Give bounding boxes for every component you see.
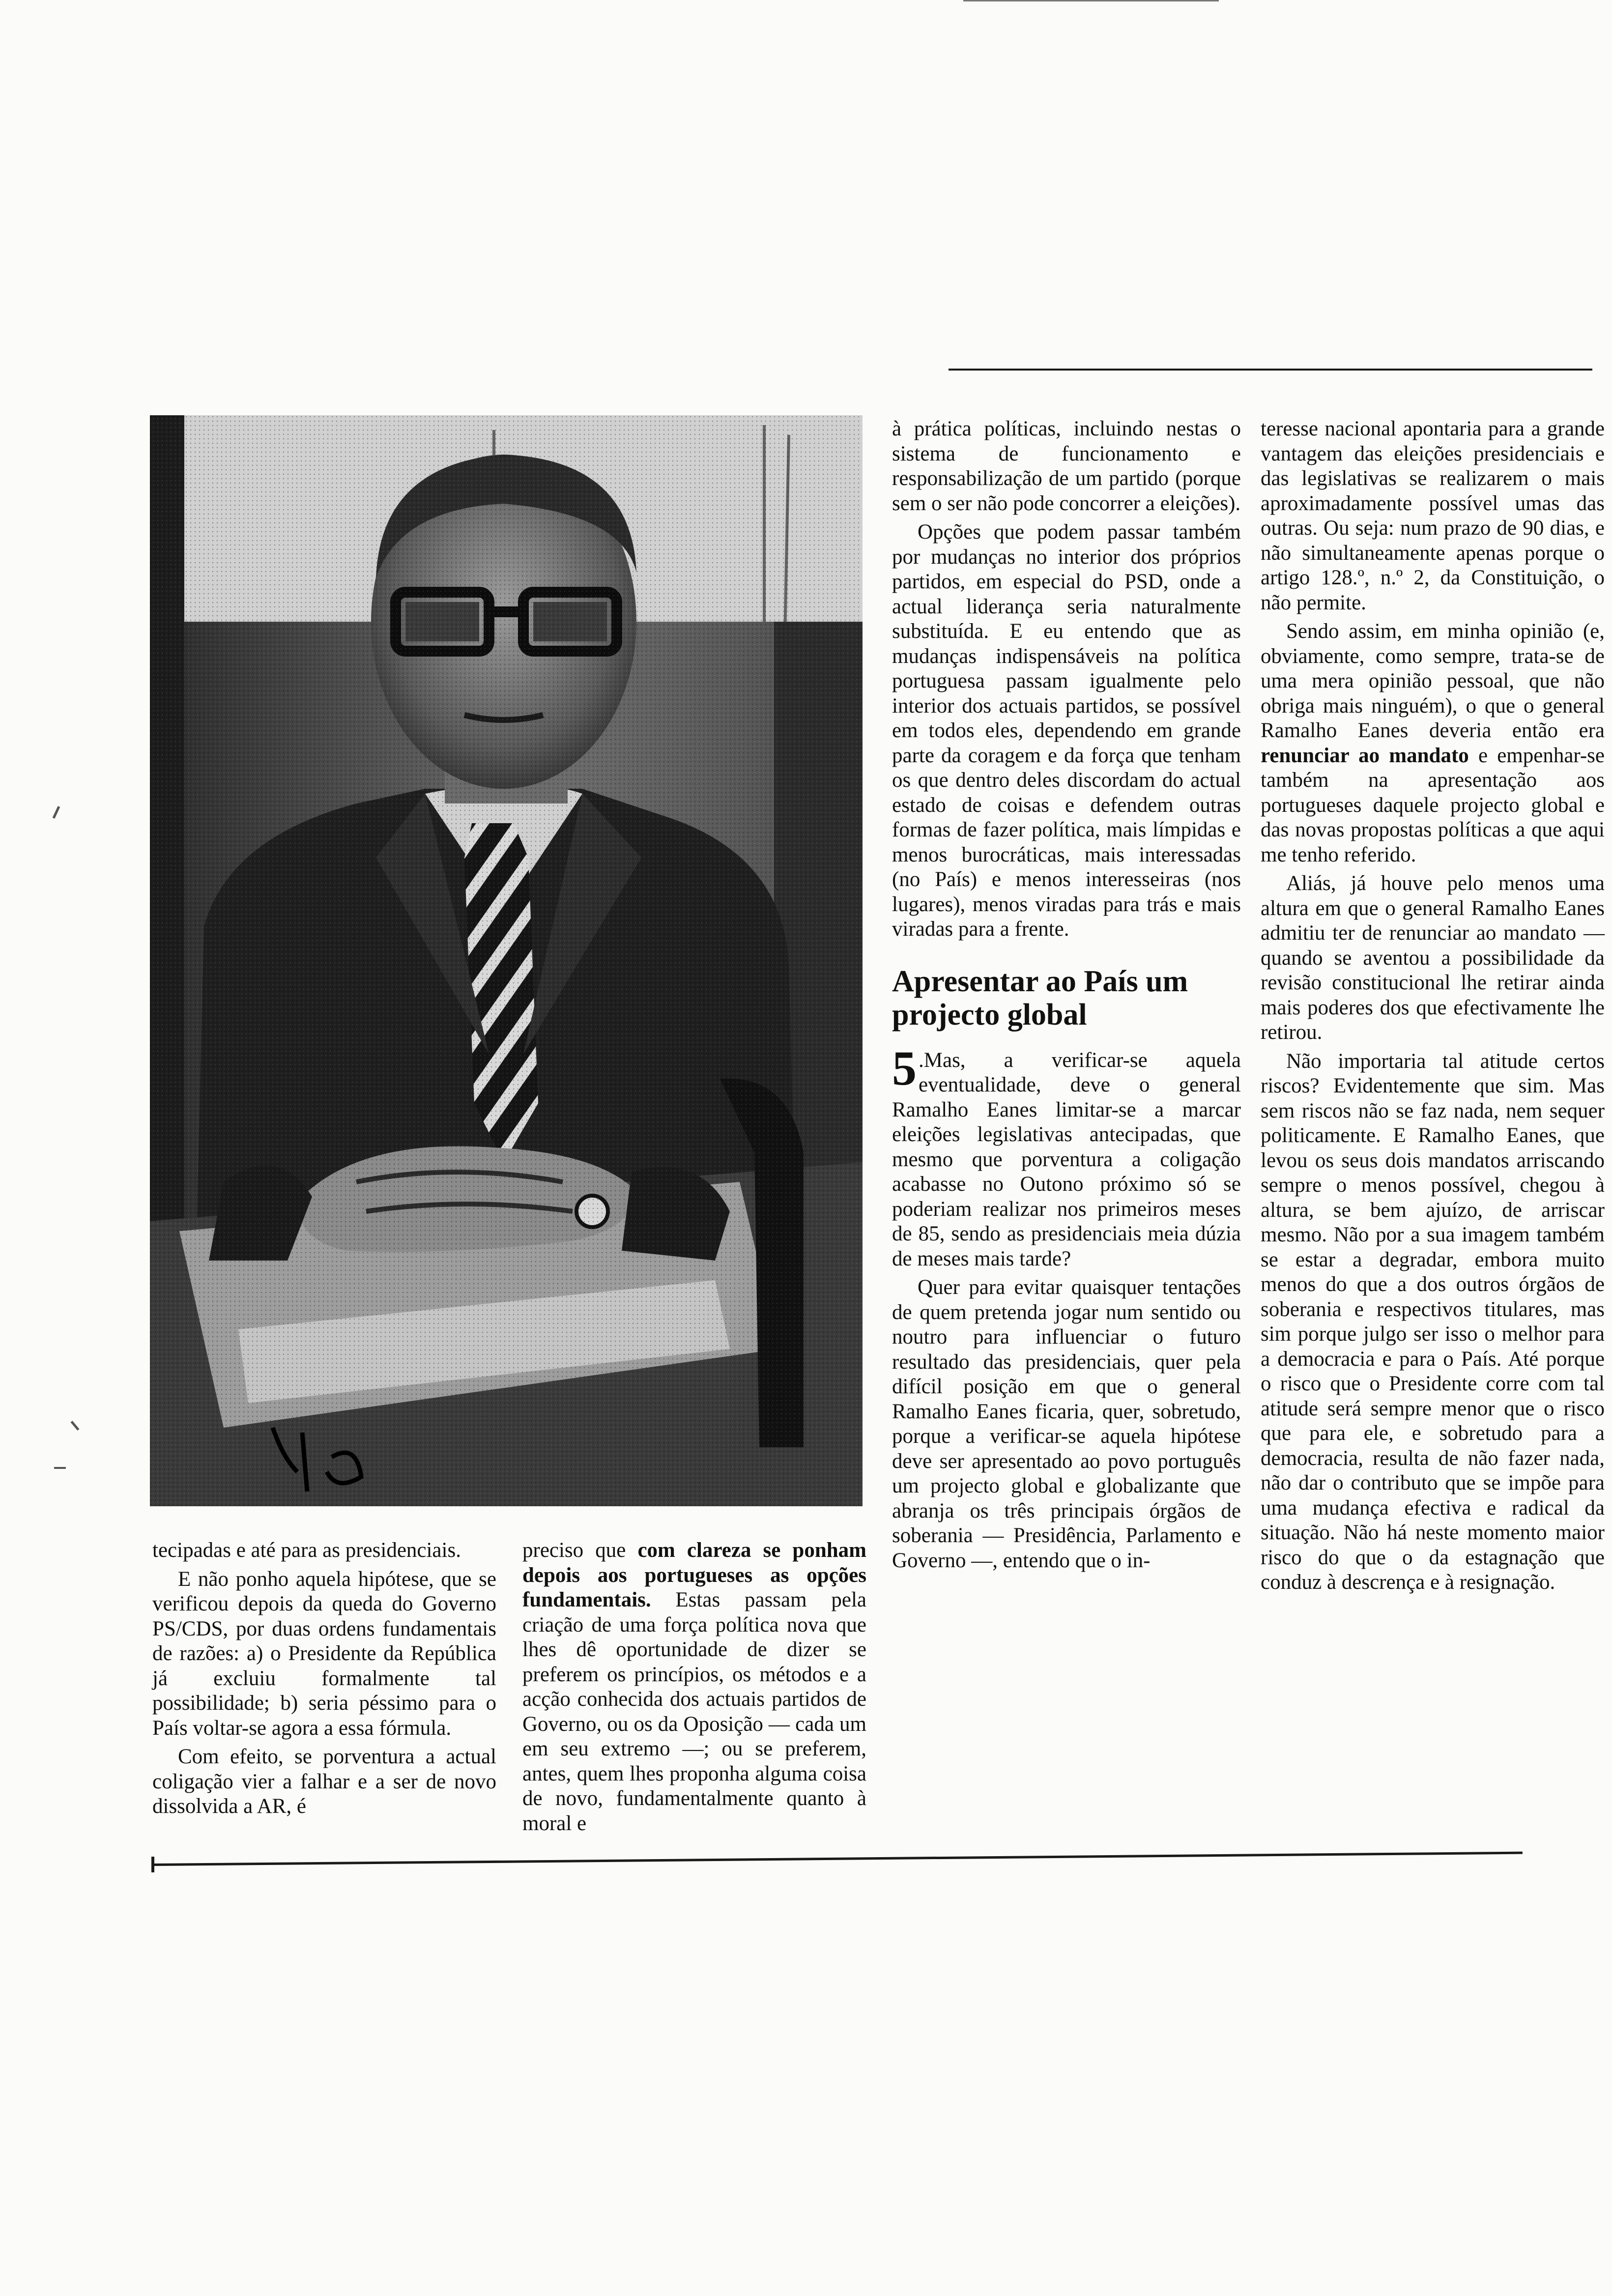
column-top-rule <box>949 369 1592 371</box>
col2-paragraph-1 <box>522 1538 866 1836</box>
article-column-1 <box>152 1538 496 1819</box>
margin-mark <box>53 806 60 819</box>
col2-text-a: preciso que <box>522 1539 638 1562</box>
bottom-rule <box>151 1852 1523 1866</box>
article-column-4 <box>1261 417 1605 1595</box>
col3-paragraph-3-text: .Mas, a verificar-se aquela eventualidade, deve o general Ramalho Eanes limitar-se a marcar eleições legislativas antecipadas, que mesmo que porventura a coligação acabasse no Outono próximo só se poderiam realizar nos primeiros meses de 85, sendo as presidenciais meia dúzia de meses mais tarde? <box>892 1048 1241 1270</box>
col2-bold-text: com clareza se ponham depois aos portugueses as opções fundamentais. <box>522 1539 866 1611</box>
col1-paragraph-3: Com efeito, se porventura a actual coligação vier a falhar e a ser de novo dissolvida a AR, é <box>152 1745 496 1818</box>
col3-paragraph-1: à prática políticas, incluindo nestas o sistema de funcionamento e responsabilização de um partido (porque sem o ser não pode concorrer a eleições). <box>892 417 1241 515</box>
col1-paragraph-2: E não ponho aquela hipótese, que se verificou depois da queda do Governo PS/CDS, por duas ordens fundamentais de razões: a) o Presidente da República já excluiu formalmente tal possibilidade; b) seria péssimo para o País voltar-se agora a essa fórmula. <box>152 1567 496 1740</box>
col4-paragraph-4: Não importaria tal atitude certos riscos? Evidentemente que sim. Mas sem riscos não se faz nada, nem sequer politicamente. E Ramalho Eanes, que levou os seus dois mandatos arriscando sempre o menos possível, chegou à altura, se bem ajuízo, de arriscar mesmo. Não por a sua imagem também se estar a degradar, embora muito menos do que a dos outros órgãos de soberania e respectivos titulares, mas sim porque julgo ser isso o melhor para a democracia e para o País. Até porque o risco que o Presidente corre com tal atitude será sempre menor que o risco que para ele, e sobretudo para a democracia, resulta de não fazer nada, não dar o contributo que se impõe para uma mudança efectiva e radical da situação. Não há neste momento maior risco do que o da estagnação que conduz à descrença e à resignação. <box>1261 1049 1605 1594</box>
bottom-rule-tick <box>151 1857 154 1872</box>
article-column-2 <box>522 1538 866 1836</box>
top-scan-line <box>963 0 1219 1</box>
col3-paragraph-4: Quer para evitar quaisquer tentações de quem pretenda jogar num sentido ou noutro para influenciar o futuro resultado das presidenciais, quer pela difícil posição em que o general Ramalho Eanes ficaria, quer, sobretudo, porque a verificar-se aquela hipótese deve ser apresentado ao povo português um projecto global e globalizante que abranja os três principais órgãos de soberania — Presidência, Parlamento e Governo —, entendo que o in- <box>892 1276 1241 1572</box>
col2-text-c: Estas passam pela criação de uma força política nova que lhes dê oportunidade de dizer se preferem os princípios, os métodos e a acção conhecida dos actuais partidos de Governo, ou os da Oposição — cada um em seu extremo —; ou se preferem, antes, quem lhes proponha alguma coisa de novo, fundamentalmente quanto à moral e <box>522 1588 866 1835</box>
col1-paragraph-1: tecipadas e até para as presidenciais. <box>152 1539 461 1562</box>
margin-mark <box>54 1467 66 1469</box>
drop-cap: 5 <box>892 1040 917 1095</box>
col4-paragraph-3: Aliás, já houve pelo menos uma altura em que o general Ramalho Eanes admitiu ter de renunciar ao mandato — quando se aventou a possibilidade da revisão constitucional lhe retirar ainda mais poderes dos que efectivamente lhe retirou. <box>1261 872 1605 1044</box>
col4-text-a: Sendo assim, em minha opinião (e, obviamente, como sempre, trata-se de uma mera opinião pessoal, que não obriga mais ninguém), o que o general Ramalho Eanes deveria então era <box>1261 620 1605 742</box>
article-column-3 <box>892 417 1241 1573</box>
section-heading: Apresentar ao País um projecto global <box>892 964 1188 1032</box>
col3-paragraph-3 <box>892 1040 1241 1272</box>
col4-text-c: e empenhar-se também na apresentação aos portugueses daquele projecto global e das novas propostas políticas a que aqui me tenho referido. <box>1261 744 1605 866</box>
col4-paragraph-2 <box>1261 619 1605 867</box>
margin-mark <box>71 1421 80 1431</box>
col4-bold-text: renunciar ao mandato <box>1261 744 1469 767</box>
col3-paragraph-2: Opções que podem passar também por mudanças no interior dos próprios partidos, em especial do PSD, onde a actual liderança seria naturalmente substituída. E eu entendo que as mudanças indispensáveis na política portuguesa passam igualmente pelo interior dos actuais partidos, se possível em todos eles, dependendo em grande parte da coragem e da força que tenham os que dentro deles discordam do actual estado de coisas e defendem outras formas de fazer política, mais límpidas e menos burocráticas, mais interessadas (no País) e menos interesseiras (nos lugares), menos viradas para trás e mais viradas para a frente. <box>892 520 1241 941</box>
portrait-photo <box>150 415 863 1506</box>
col4-paragraph-1: teresse nacional apontaria para a grande vantagem das eleições presidenciais e das legislativas se realizarem o mais aproximadamente possível umas das outras. Ou seja: num prazo de 90 dias, e não simultaneamente apenas porque o artigo 128.º, n.º 2, da Constituição, o não permite. <box>1261 417 1605 614</box>
